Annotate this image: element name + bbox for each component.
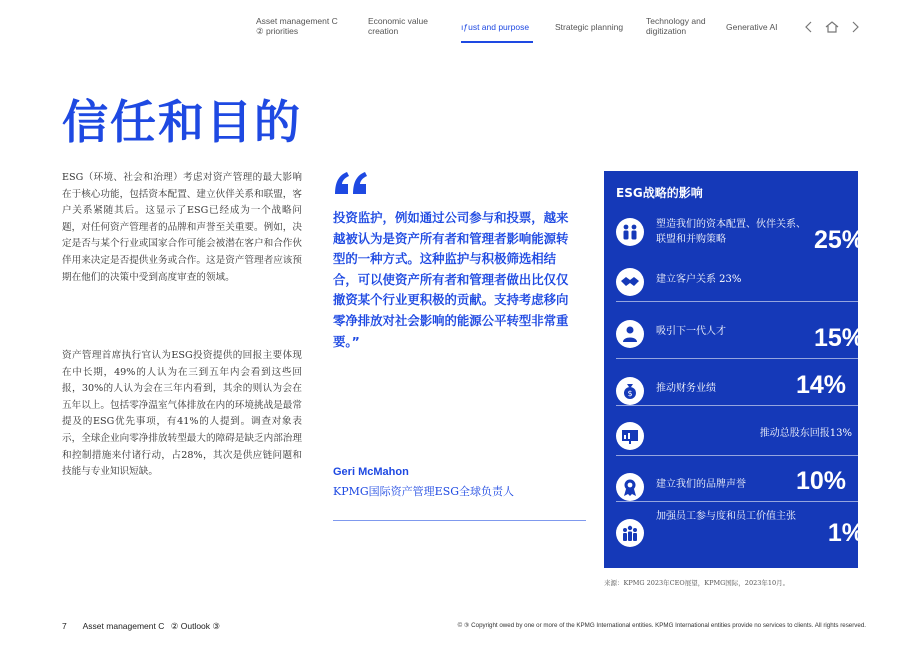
quote-author-title: KPMG国际资产管理ESG全球负责人 bbox=[333, 485, 515, 498]
home-icon[interactable] bbox=[824, 19, 838, 35]
nav-item-label: ıƒust and purpose bbox=[461, 22, 530, 32]
quote-text: 投资监护，例如通过公司参与和投票，越来越被认为是资产所有者和管理者影响能源转型的一种方式。这种监护与积极筛选相结合，可以使资产所有者和管理者做出比仅仅撤资某个行业更积极的贡献。支持考虑移向零净排放对社会影响的能源公平转型非常重要。” bbox=[333, 210, 569, 349]
nav-item-label: Asset management C bbox=[256, 16, 338, 26]
copyright-notice: © ③ Copyright owed by one or more of the KPMG International entities. KPMG International entities provide no services to clients. All rights reserved. bbox=[457, 622, 866, 629]
row-divider bbox=[616, 405, 872, 406]
people-icon bbox=[616, 218, 644, 246]
impact-label: 建立我们的品牌声誉 bbox=[656, 479, 746, 490]
quote-divider bbox=[333, 520, 586, 521]
impact-label: 加强员工参与度和员工价值主张 bbox=[656, 511, 796, 522]
publication-name: Asset management C bbox=[82, 621, 165, 631]
nav-item-label: Generative AI bbox=[726, 22, 778, 32]
nav-item-label: digitization bbox=[646, 26, 687, 36]
nav-item-label: Economic value bbox=[368, 16, 429, 26]
nav-item-label: creation bbox=[368, 26, 399, 36]
impact-label: 推动财务业绩 bbox=[656, 383, 716, 394]
impact-row bbox=[616, 308, 864, 358]
team-icon bbox=[616, 519, 644, 547]
impact-value: 10% bbox=[795, 467, 846, 495]
source-note: 来源：KPMG 2023年CEO展望，KPMG国际，2023年10月。 bbox=[604, 579, 790, 587]
nav-item-label: ② priorities bbox=[256, 26, 299, 36]
impact-value: 15% bbox=[813, 324, 864, 352]
nav-item-ceo-priorities[interactable] bbox=[256, 16, 338, 36]
row-divider bbox=[616, 358, 872, 359]
quote-author-name: Geri McMahon bbox=[333, 466, 409, 478]
impact-label: 建立客户关系 23% bbox=[656, 274, 742, 285]
nav-item-technology[interactable] bbox=[646, 16, 706, 36]
money-bag-icon bbox=[616, 377, 644, 405]
impact-row bbox=[616, 461, 858, 511]
impact-label: 推动总股东回报13% bbox=[759, 428, 852, 439]
publication-name-2: ② Outlook ③ bbox=[170, 621, 221, 631]
nav-item-trust-purpose[interactable] bbox=[461, 22, 529, 32]
esg-impact-panel bbox=[604, 171, 864, 568]
impact-row bbox=[616, 365, 858, 415]
impact-label: 吸引下一代人才 bbox=[656, 326, 726, 337]
body-paragraph-1: ESG（环境、社会和治理）考虑对资产管理的最大影响在于核心功能，包括资本配置、建立伙伴关系和联盟，客户关系紧随其后。这显示了ESG已经成为一个战略问题，对任何资产管理者的品牌和声誉至关重要。例如，决定是否与某个行业或国家合作可能会被潜在客户和合作伙伴用来决定是否提供业务或合作。这是资产管理者应该预期在他们的决策中受到高度审查的领域。 bbox=[62, 172, 302, 283]
impact-value: 25% bbox=[813, 226, 864, 254]
footer-left bbox=[62, 621, 234, 632]
top-nav bbox=[256, 16, 920, 46]
page-title: 信任和目的 bbox=[62, 95, 302, 149]
page-number: 7 bbox=[62, 621, 67, 631]
active-tab-underline bbox=[461, 41, 533, 43]
impact-value: 1% bbox=[827, 519, 864, 547]
person-icon bbox=[616, 320, 644, 348]
handshake-icon bbox=[616, 268, 644, 296]
nav-item-generative-ai[interactable] bbox=[726, 22, 778, 32]
chevron-left-icon[interactable] bbox=[802, 19, 816, 35]
nav-item-label: Strategic planning bbox=[555, 22, 624, 32]
chart-board-icon bbox=[616, 422, 644, 450]
nav-item-economic-value[interactable] bbox=[368, 16, 428, 36]
badge-icon bbox=[616, 473, 644, 501]
body-paragraph-2: 资产管理首席执行官认为ESG投资提供的回报主要体现在中长期，49%的人认为在三到五年内会看到这些回报，30%的人认为会在三年内看到，其余的则认为会在五年以上。包括零净温室气体排放在内的环境挑战是最常提及的ESG优先事项，有41%的人提到。调查对象表示，全球企业向零净排放转型最大的障碍是缺乏内部治理和控制措施来付诸行动，占28%，其次是供应链问题和技能与专业知识短缺。 bbox=[62, 350, 302, 478]
nav-item-label: Technology and bbox=[646, 16, 706, 26]
impact-row bbox=[616, 507, 864, 557]
impact-label: 塑造我们的资本配置、伙伴关系、联盟和并购策略 bbox=[656, 219, 806, 245]
row-divider bbox=[616, 455, 872, 456]
impact-row bbox=[616, 206, 864, 256]
impact-row bbox=[616, 256, 858, 306]
row-divider bbox=[616, 501, 872, 502]
impact-row bbox=[616, 410, 858, 460]
chevron-right-icon[interactable] bbox=[848, 19, 862, 35]
impact-value: 14% bbox=[795, 371, 846, 399]
panel-title: ESG战略的影响 bbox=[616, 186, 703, 200]
nav-item-strategic-planning[interactable] bbox=[555, 22, 623, 32]
quote-mark-icon bbox=[333, 170, 371, 196]
svg-text:$: $ bbox=[627, 389, 633, 398]
